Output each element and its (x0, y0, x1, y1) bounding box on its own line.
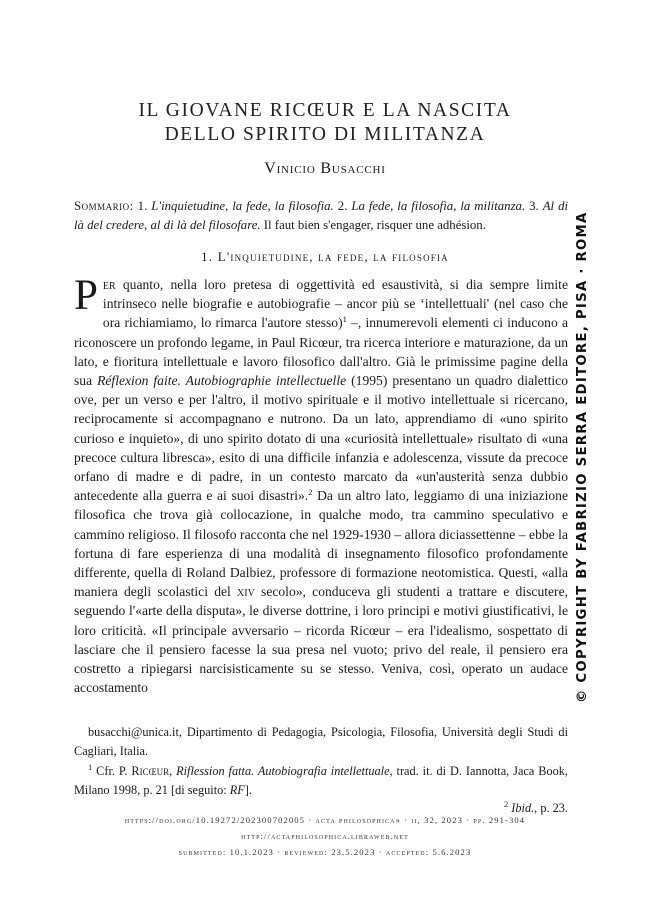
body-run: –, innumerevoli elementi ci inducono a riconoscere un profondo legame, in Paul Ricœur, tra ricerca interiore e maturazione, da un lato, e fioritura intellettuale e lavoro filosofico dall'altro. Già le primissime pagine della sua (74, 315, 568, 389)
footnote-text: ]. (244, 782, 252, 797)
article-title-line-1: IL GIOVANE RICŒUR E LA NASCITA (138, 100, 512, 121)
footnote-text: , (169, 764, 177, 778)
body-text (74, 272, 569, 697)
footnote-number: 1 (88, 762, 93, 772)
summary-item: Al di là del credere, al di là del filosofare. (74, 199, 569, 232)
body-run: Da un altro lato, leggiamo di una iniziazione filosofica che trova già collocazione, in qualche modo, tra cammino speculativo e cammino religioso. Il filosofo racconta che nel 1929-1930 – allora diciassettenne – ebbe la fortuna di fare esperienza di una modalità di insegnamento filosofico profondamente differente, quella di Roland Dalbiez, professore di formazione neotomistica. Questi, «alla maniera degli scolastici del (74, 488, 568, 600)
copyright-notice: © COPYRIGHT BY FABRIZIO SERRA EDITORE, PISA · ROMA (575, 211, 590, 703)
doi-line: https://doi.org/10.19272/202300702005 · acta philosophica» · ii, 32, 2023 · pp. 291-304 (124, 815, 526, 825)
footnote-author: Ricœur (131, 764, 170, 778)
summary-label: Sommario: (74, 199, 134, 213)
footnote-ref-1[interactable]: 1 (342, 314, 347, 325)
century-numeral: xiv (237, 584, 255, 600)
footnote-text: , trad. it. di D. Iannotta, Jaca Book, Milano 1998, p. 21 [di seguito: (74, 764, 568, 797)
footnote-book-title: Riflession fatta. Autobiografia intellettuale (176, 764, 390, 778)
section-heading: 1. L'inquietudine, la fede, la filosofia (201, 249, 449, 264)
summary-item: La fede, la filosofia, la militanza. (351, 199, 526, 213)
submission-dates: submitted: 10.1.2023 · reviewed: 23.5.2023 · accepted: 5.6.2023 (178, 847, 472, 857)
body-run: (1995) presentano un quadro dialettico ove, per un verso e per l'altro, il motivo spirituale e il motivo intellettuale si ricercano, reciprocamente si accompagnano e nutrono. Da un lato, apprendiamo di «uno spirito curioso e inquieto», di uno spirito dotato di una «curiosità intellettuale» risultato di «una precoce cultura libresca», esito di una difficile infanzia e adolescenza, vissute da precoce orfano di madre e di padre, in un contesto marcato da «un'austerità senza dubbio antecedente alla guerra e ai suoi disastri». (74, 373, 568, 504)
drop-cap: P (74, 272, 98, 319)
summary (74, 197, 568, 235)
summary-epigraph: Il faut bien s'engager, risquer une adhésion. (260, 218, 486, 232)
footnote-number: 2 (503, 799, 509, 809)
summary-text: 2. (333, 199, 352, 213)
footnote-ibid: Ibid. (511, 801, 535, 815)
book-title: Réflexion faite. Autobiographie intellectuelle (97, 373, 347, 389)
footnotes (74, 723, 568, 818)
footnote-ref-2[interactable]: 2 (308, 487, 313, 498)
article-author: Vinicio Busacchi (264, 160, 386, 177)
body-run: quanto, nella loro pretesa di oggettività ed esaustività, si dia sempre limite intrinseco nelle biografie e autobiografie – ancor più se ‘intellettuali' (nel caso che ora richiamiamo, lo rimarca l'autore stesso) (102, 277, 568, 331)
summary-text: 3. (525, 199, 543, 213)
footnote-text: Cfr. P. (92, 764, 132, 778)
journal-url[interactable]: http://actaphilosophica.libraweb.net (241, 831, 409, 841)
body-run: secolo», conduceva gli studenti a trattare e discutere, seguendo l'«arte della disputa», le diverse dottrine, i loro principi e motivi giustificativi, le loro criticità. «Il principale avversario – ricorda Ricœur – era l'idealismo, sospettato di lasciare che il pensiero facesse la sua presa nel vuoto; privo del reale, il pensiero era costretto a ripiegarsi narcisisticamente su se stesso. Veniva, così, operato un audace accostamento (74, 584, 569, 696)
lead-word: er (102, 277, 116, 292)
footnote-1 (74, 762, 568, 815)
footnote-text: , p. 23. (534, 801, 568, 815)
author-contact: busacchi@unica.it, Dipartimento di Pedagogia, Psicologia, Filosofia, Università degli Studi di Cagliari, Italia. (74, 725, 568, 758)
summary-item: L'inquietudine, la fede, la filosofia. (151, 199, 334, 213)
summary-text: 1. (133, 199, 152, 213)
footnote-abbrev: RF (229, 782, 245, 797)
article-title-line-2: DELLO SPIRITO DI MILITANZA (164, 124, 486, 145)
